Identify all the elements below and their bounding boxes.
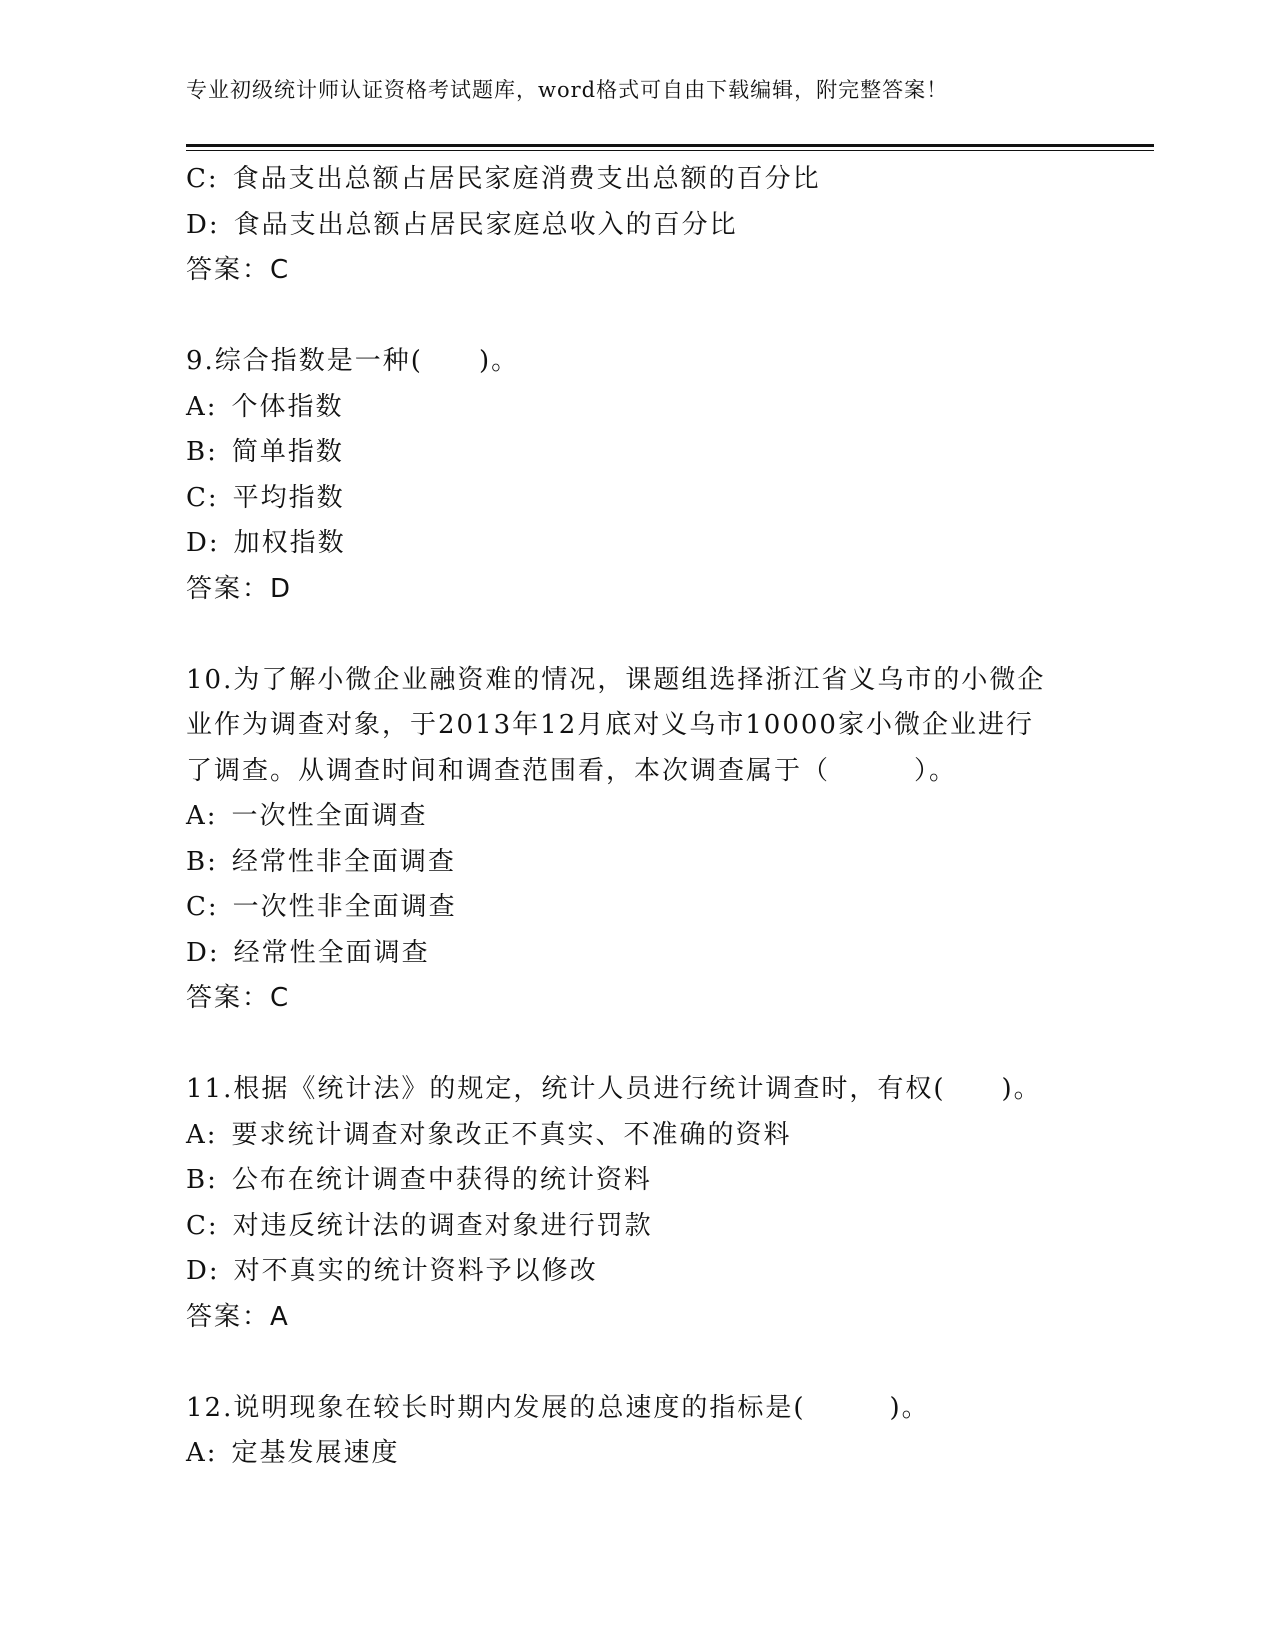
option-text: 个体指数 <box>231 391 344 422</box>
option-text: 经常性非全面调查 <box>231 846 456 877</box>
header-rule-thin <box>186 150 1154 151</box>
option-letter: A: <box>186 801 218 831</box>
answer-line <box>186 1295 1086 1341</box>
spacer <box>186 1340 1086 1386</box>
option-letter: B: <box>186 1165 218 1195</box>
option-b <box>186 430 1086 476</box>
question-stem: 12.说明现象在较长时期内发展的总速度的指标是( )。 <box>186 1392 930 1423</box>
option-letter: D: <box>186 1256 220 1286</box>
option-text: 要求统计调查对象改正不真实、不准确的资料 <box>231 1119 792 1150</box>
option-text: 对不真实的统计资料予以修改 <box>233 1256 598 1286</box>
option-letter: C: <box>186 1210 219 1241</box>
answer-value: A <box>270 1301 289 1332</box>
option-c <box>186 476 1086 522</box>
option-letter: C: <box>186 892 219 922</box>
option-text: 平均指数 <box>232 482 345 513</box>
answer-value: C <box>270 983 290 1013</box>
answer-label: 答案： <box>186 983 271 1013</box>
answer-value: C <box>270 255 290 285</box>
option-text: 食品支出总额占居民家庭消费支出总额的百分比 <box>232 164 821 194</box>
option-text: 定基发展速度 <box>231 1438 400 1468</box>
answer-line <box>186 976 1086 1022</box>
answer-line <box>186 248 1086 294</box>
option-d <box>186 203 1086 249</box>
option-text: 一次性全面调查 <box>231 801 428 831</box>
option-b <box>186 1158 1086 1204</box>
option-text: 公布在统计调查中获得的统计资料 <box>231 1165 652 1195</box>
answer-line <box>186 567 1086 613</box>
question-stem: 9.综合指数是一种( )。 <box>186 346 520 376</box>
option-c <box>186 885 1086 931</box>
question-content <box>186 157 1086 1477</box>
option-text: 简单指数 <box>231 437 344 467</box>
question-stem: 10.为了解小微企业融资难的情况，课题组选择浙江省义乌市的小微企 <box>186 664 1046 695</box>
option-a <box>186 1431 1086 1477</box>
option-d <box>186 931 1086 977</box>
option-c <box>186 1204 1086 1250</box>
option-d <box>186 1249 1086 1295</box>
option-letter: C: <box>186 482 219 513</box>
option-text: 食品支出总额占居民家庭总收入的百分比 <box>233 209 738 240</box>
option-letter: A: <box>186 391 218 422</box>
option-letter: D: <box>186 209 220 240</box>
answer-label: 答案： <box>186 573 271 604</box>
spacer <box>186 1022 1086 1068</box>
option-letter: C: <box>186 164 219 194</box>
answer-value: D <box>270 573 292 604</box>
spacer <box>186 612 1086 658</box>
option-text: 对违反统计法的调查对象进行罚款 <box>232 1210 653 1241</box>
option-a <box>186 794 1086 840</box>
option-letter: D: <box>186 937 220 968</box>
question-stem: 11.根据《统计法》的规定，统计人员进行统计调查时，有权( )。 <box>186 1074 1042 1104</box>
option-a <box>186 1113 1086 1159</box>
option-text: 一次性非全面调查 <box>232 892 457 922</box>
answer-label: 答案： <box>186 255 271 285</box>
option-text: 经常性全面调查 <box>233 937 430 968</box>
option-letter: D: <box>186 528 220 558</box>
header-rule-thick <box>186 144 1154 147</box>
option-c <box>186 157 1086 203</box>
answer-label: 答案： <box>186 1301 271 1332</box>
page-header: 专业初级统计师认证资格考试题库，word格式可自由下载编辑，附完整答案！ <box>186 78 949 102</box>
question-stem: 了调查。从调查时间和调查范围看，本次调查属于（ ）。 <box>186 755 958 786</box>
option-text: 加权指数 <box>233 528 346 558</box>
question-stem: 业作为调查对象，于2013年12月底对义乌市10000家小微企业进行 <box>186 710 1034 740</box>
option-letter: A: <box>186 1119 218 1150</box>
option-letter: A: <box>186 1438 218 1468</box>
option-a <box>186 385 1086 431</box>
spacer <box>186 294 1086 340</box>
option-letter: B: <box>186 437 218 467</box>
option-d <box>186 521 1086 567</box>
option-letter: B: <box>186 846 218 877</box>
option-b <box>186 840 1086 886</box>
